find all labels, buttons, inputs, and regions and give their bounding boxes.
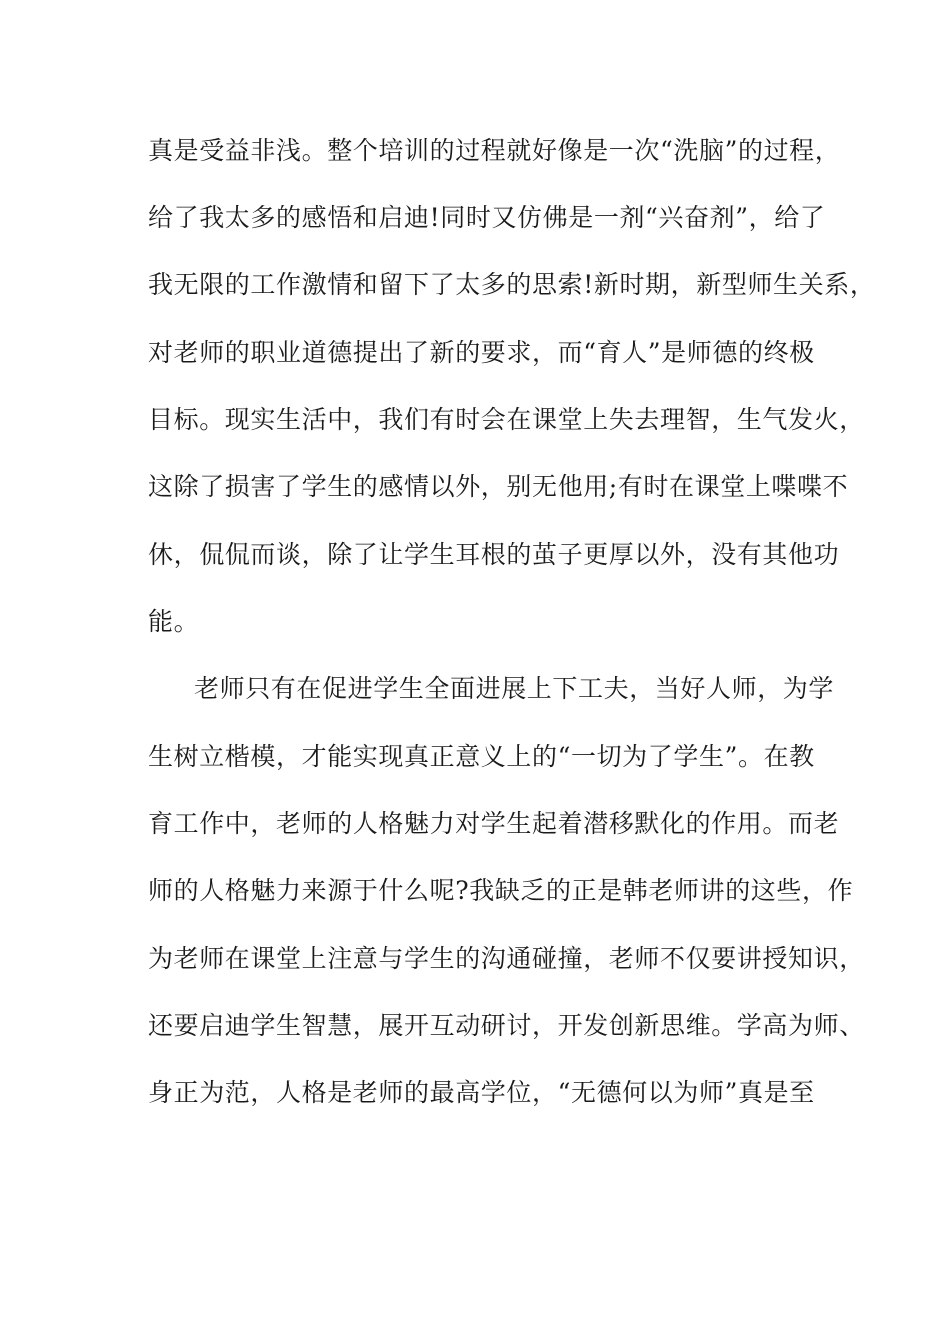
paragraph-2-line-2: 生树立楷模，才能实现真正意义上的“一切为了学生”。在教 — [148, 742, 815, 771]
paragraph-1-line-7: 休，侃侃而谈，除了让学生耳根的茧子更厚以外，没有其他功 — [148, 540, 840, 569]
paragraph-1-line-1: 真是受益非浅。整个培训的过程就好像是一次“洗脑”的过程， — [148, 136, 841, 165]
paragraph-2-line-7: 身正为范，人格是老师的最高学位，“无德何以为师”真是至 — [148, 1078, 815, 1107]
paragraph-1-line-8: 能。 — [148, 607, 200, 636]
paragraph-1-line-3: 我无限的工作激情和留下了太多的思索!新时期，新型师生关系， — [148, 270, 876, 299]
paragraph-2-line-1: 老师只有在促进学生全面进展上下工夫，当好人师，为学 — [194, 674, 835, 703]
paragraph-2-line-6: 还要启迪学生智慧，展开互动研讨，开发创新思维。学高为师、 — [148, 1011, 865, 1040]
paragraph-1-line-2: 给了我太多的感悟和启迪!同时又仿佛是一剂“兴奋剂”，给了 — [148, 203, 826, 232]
paragraph-1-line-6: 这除了损害了学生的感情以外，别无他用;有时在课堂上喋喋不 — [148, 472, 849, 501]
paragraph-2-line-3: 育工作中，老师的人格魅力对学生起着潜移默化的作用。而老 — [148, 809, 840, 838]
paragraph-1-line-5: 目标。现实生活中，我们有时会在课堂上失去理智，生气发火， — [148, 405, 865, 434]
paragraph-2-line-5: 为老师在课堂上注意与学生的沟通碰撞，老师不仅要讲授知识， — [148, 944, 865, 973]
paragraph-1-line-4: 对老师的职业道德提出了新的要求，而“育人”是师德的终极 — [148, 338, 815, 367]
paragraph-2-line-4: 师的人格魅力来源于什么呢?我缺乏的正是韩老师讲的这些，作 — [148, 876, 854, 905]
